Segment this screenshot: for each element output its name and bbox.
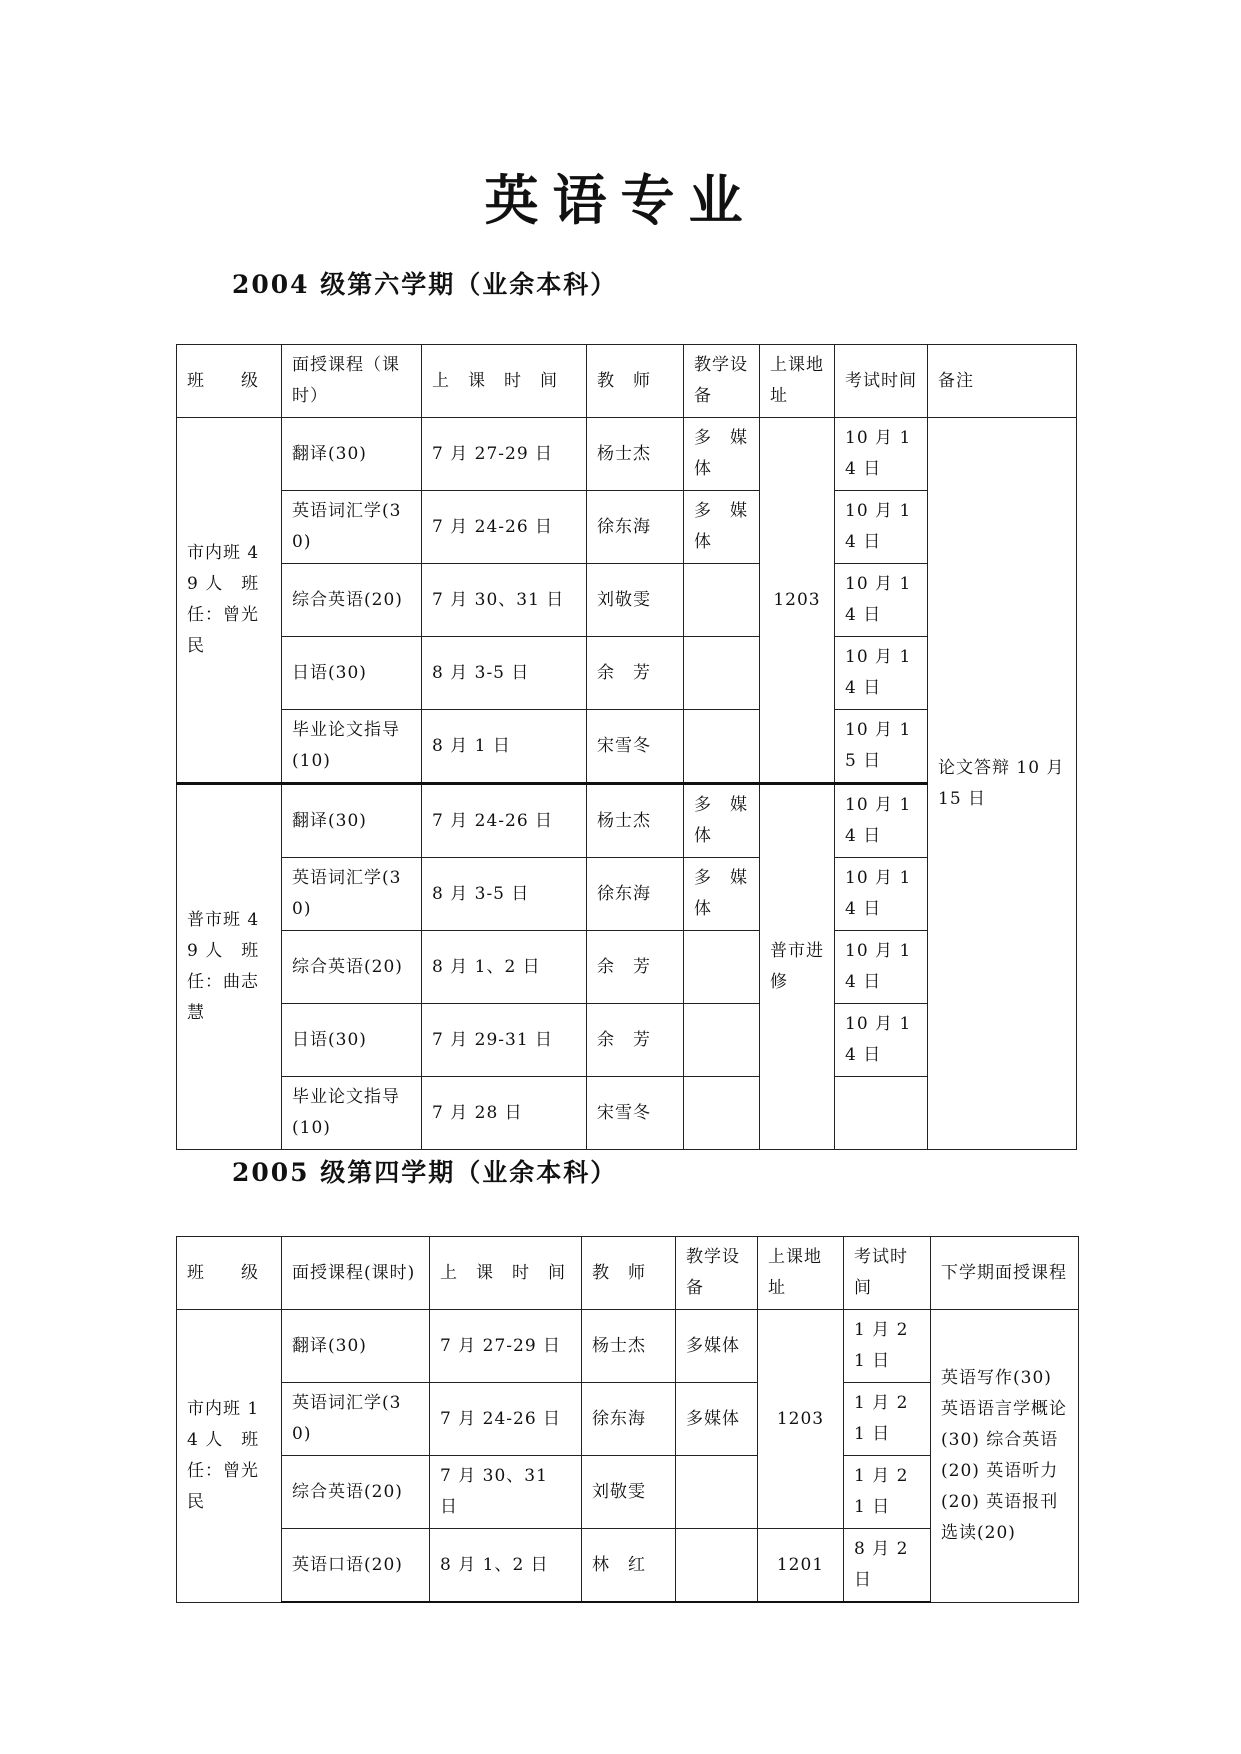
- header-time: 上 课 时 间: [430, 1237, 582, 1310]
- exam-cell: 1 月 21 日: [844, 1310, 931, 1383]
- page-title: 英语专业: [484, 169, 757, 232]
- header-exam-time: 考试时间: [835, 345, 928, 418]
- exam-cell: 10 月 14 日: [835, 784, 928, 858]
- header-address: 上课地址: [758, 1237, 844, 1310]
- exam-cell: 10 月 15 日: [835, 710, 928, 784]
- course-cell: 日语(30): [282, 637, 422, 710]
- header-teacher: 教 师: [582, 1237, 676, 1310]
- teacher-cell: 徐东海: [582, 1383, 676, 1456]
- equipment-cell: [684, 931, 760, 1004]
- time-cell: 8 月 3-5 日: [422, 637, 587, 710]
- equipment-cell: [676, 1456, 758, 1529]
- equipment-cell: [676, 1529, 758, 1603]
- course-cell: 英语词汇学(30): [282, 1383, 430, 1456]
- course-cell: 英语词汇学(30): [282, 491, 422, 564]
- teacher-cell: 杨士杰: [587, 784, 684, 858]
- time-cell: 7 月 29-31 日: [422, 1004, 587, 1077]
- course-cell: 英语词汇学(30): [282, 858, 422, 931]
- table-header-row: [177, 1237, 1079, 1310]
- equipment-cell: [684, 1004, 760, 1077]
- section-title-2005: 2005 级第四学期（业余本科）: [232, 1158, 618, 1187]
- section-title-2004: 2004 级第六学期（业余本科）: [232, 270, 618, 299]
- header-course: 面授课程（课时）: [282, 345, 422, 418]
- teacher-cell: 杨士杰: [582, 1310, 676, 1383]
- next-courses-cell: 英语写作(30) 英语语言学概论(30) 综合英语(20) 英语听力(20) 英语报刊选读(20): [931, 1310, 1079, 1603]
- equipment-cell: 多媒体: [676, 1383, 758, 1456]
- teacher-cell: 徐东海: [587, 491, 684, 564]
- table-row: [177, 1310, 1079, 1383]
- course-cell: 综合英语(20): [282, 931, 422, 1004]
- schedule-table-2005: [176, 1236, 1079, 1603]
- equipment-cell: 多 媒体: [684, 418, 760, 491]
- exam-cell: 10 月 14 日: [835, 564, 928, 637]
- course-cell: 翻译(30): [282, 1310, 430, 1383]
- time-cell: 8 月 1 日: [422, 710, 587, 784]
- time-cell: 7 月 27-29 日: [430, 1310, 582, 1383]
- exam-cell: 10 月 14 日: [835, 491, 928, 564]
- exam-cell: 10 月 14 日: [835, 418, 928, 491]
- exam-cell: [835, 1077, 928, 1150]
- table-row: [177, 418, 1077, 491]
- course-cell: 毕业论文指导(10): [282, 710, 422, 784]
- time-cell: 7 月 27-29 日: [422, 418, 587, 491]
- exam-cell: 1 月 21 日: [844, 1383, 931, 1456]
- exam-cell: 10 月 14 日: [835, 1004, 928, 1077]
- header-course: 面授课程(课时): [282, 1237, 430, 1310]
- teacher-cell: 杨士杰: [587, 418, 684, 491]
- course-cell: 英语口语(20): [282, 1529, 430, 1603]
- course-cell: 综合英语(20): [282, 1456, 430, 1529]
- address-cell: 1203: [758, 1310, 844, 1529]
- teacher-cell: 宋雪冬: [587, 710, 684, 784]
- equipment-cell: [684, 564, 760, 637]
- course-cell: 日语(30): [282, 1004, 422, 1077]
- equipment-cell: [684, 637, 760, 710]
- header-time: 上 课 时 间: [422, 345, 587, 418]
- address-cell: 1203: [760, 418, 835, 784]
- time-cell: 7 月 28 日: [422, 1077, 587, 1150]
- equipment-cell: 多 媒体: [684, 491, 760, 564]
- course-cell: 翻译(30): [282, 418, 422, 491]
- table-header-row: [177, 345, 1077, 418]
- time-cell: 7 月 24-26 日: [422, 784, 587, 858]
- address-cell: 1201: [758, 1529, 844, 1603]
- teacher-cell: 刘敬雯: [587, 564, 684, 637]
- teacher-cell: 余 芳: [587, 637, 684, 710]
- exam-cell: 10 月 14 日: [835, 858, 928, 931]
- equipment-cell: 多媒体: [676, 1310, 758, 1383]
- time-cell: 8 月 1、2 日: [430, 1529, 582, 1603]
- header-class: 班 级: [177, 1237, 282, 1310]
- teacher-cell: 宋雪冬: [587, 1077, 684, 1150]
- class-cell: 市内班 49 人 班任：曾光民: [177, 418, 282, 784]
- course-cell: 综合英语(20): [282, 564, 422, 637]
- header-equipment: 教学设备: [684, 345, 760, 418]
- course-cell: 翻译(30): [282, 784, 422, 858]
- teacher-cell: 徐东海: [587, 858, 684, 931]
- header-address: 上课地址: [760, 345, 835, 418]
- exam-cell: 8 月 2 日: [844, 1529, 931, 1603]
- class-cell: 普市班 49 人 班任：曲志慧: [177, 784, 282, 1150]
- header-remark: 备注: [928, 345, 1077, 418]
- teacher-cell: 余 芳: [587, 931, 684, 1004]
- header-equipment: 教学设备: [676, 1237, 758, 1310]
- exam-cell: 1 月 21 日: [844, 1456, 931, 1529]
- equipment-cell: [684, 1077, 760, 1150]
- equipment-cell: 多 媒体: [684, 858, 760, 931]
- header-next-courses: 下学期面授课程: [931, 1237, 1079, 1310]
- exam-cell: 10 月 14 日: [835, 931, 928, 1004]
- time-cell: 7 月 30、31 日: [430, 1456, 582, 1529]
- time-cell: 7 月 24-26 日: [422, 491, 587, 564]
- equipment-cell: 多 媒体: [684, 784, 760, 858]
- header-exam-time: 考试时间: [844, 1237, 931, 1310]
- class-cell: 市内班 14 人 班任：曾光民: [177, 1310, 282, 1603]
- time-cell: 7 月 30、31 日: [422, 564, 587, 637]
- course-cell: 毕业论文指导(10): [282, 1077, 422, 1150]
- time-cell: 7 月 24-26 日: [430, 1383, 582, 1456]
- time-cell: 8 月 3-5 日: [422, 858, 587, 931]
- equipment-cell: [684, 710, 760, 784]
- header-teacher: 教 师: [587, 345, 684, 418]
- time-cell: 8 月 1、2 日: [422, 931, 587, 1004]
- teacher-cell: 余 芳: [587, 1004, 684, 1077]
- address-cell: 普市进修: [760, 784, 835, 1150]
- header-class: 班 级: [177, 345, 282, 418]
- remark-cell: 论文答辩 10 月 15 日: [928, 418, 1077, 1150]
- schedule-table-2004: [176, 344, 1077, 1150]
- teacher-cell: 林 红: [582, 1529, 676, 1603]
- exam-cell: 10 月 14 日: [835, 637, 928, 710]
- teacher-cell: 刘敬雯: [582, 1456, 676, 1529]
